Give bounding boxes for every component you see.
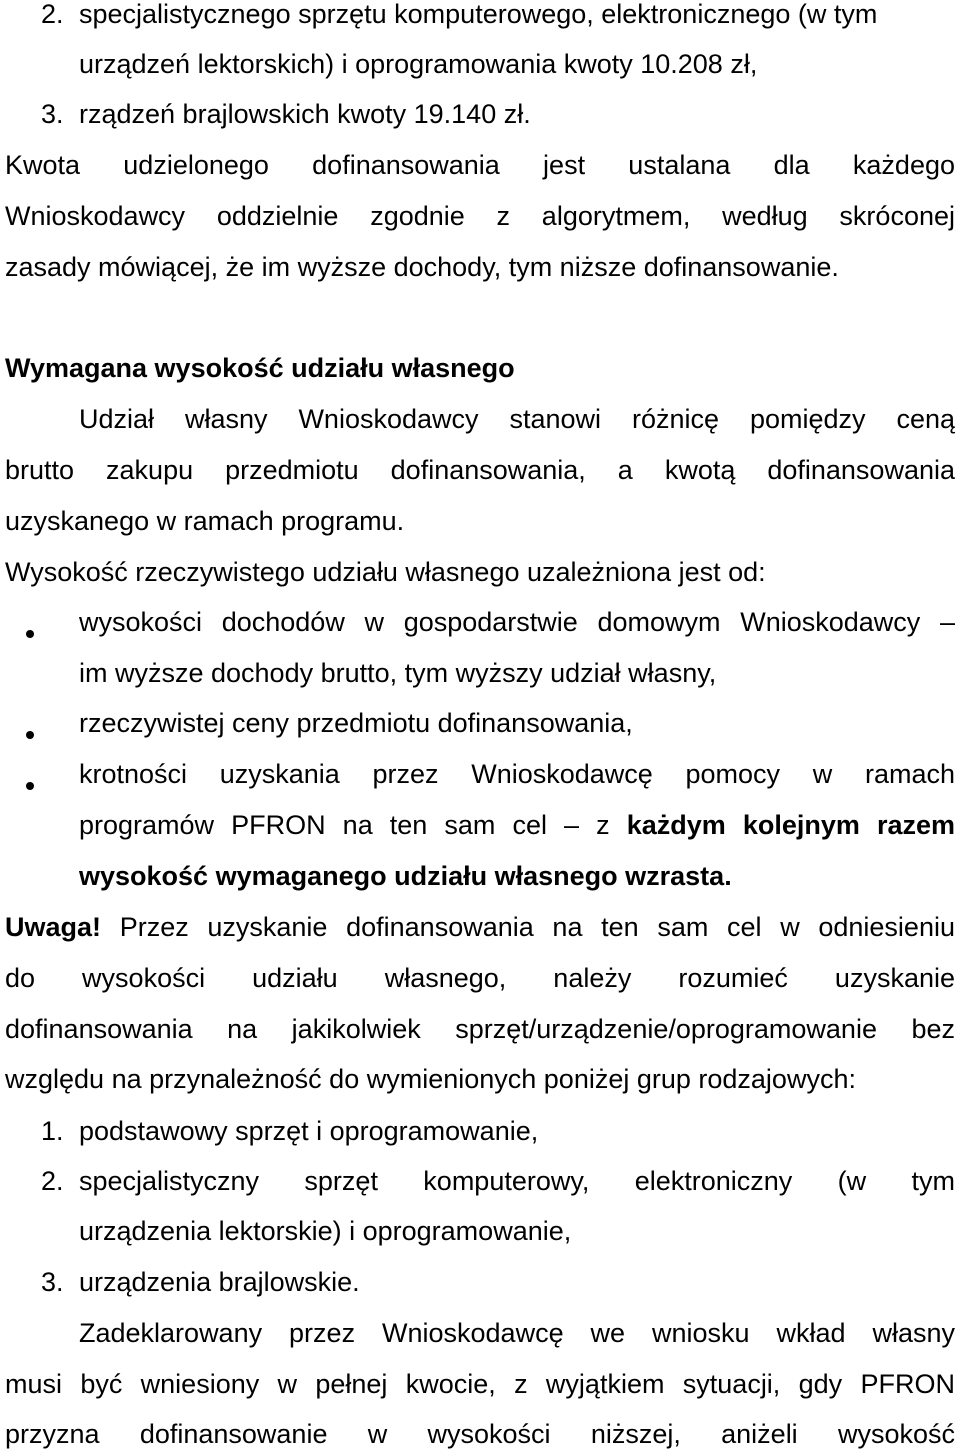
paragraph-line: Zadeklarowany przez Wnioskodawcę we wniosku wkład własny [79, 1318, 955, 1348]
list-item-line: urządzenia brajlowskie. [79, 1267, 360, 1297]
list-number: 3. [41, 99, 64, 129]
bullet-icon [26, 630, 34, 638]
paragraph-line: brutto zakupu przedmiotu dofinansowania, a kwotą dofinansowania [5, 455, 955, 485]
list-item-line: podstawowy sprzęt i oprogramowanie, [79, 1116, 539, 1146]
paragraph-line: zasady mówiącej, że im wyższe dochody, tym niższe dofinansowanie. [5, 252, 839, 282]
bullet-item-emphasis: każdym kolejnym razem [626, 810, 955, 840]
note-label: Uwaga! [5, 912, 102, 942]
list-item-line: specjalistyczny sprzęt komputerowy, elektroniczny (w tym [79, 1166, 955, 1196]
bullet-item-line: wysokości dochodów w gospodarstwie domowym Wnioskodawcy – [79, 607, 955, 637]
list-number: 3. [41, 1267, 64, 1297]
note-line: dofinansowania na jakikolwiek sprzęt/urządzenie/oprogramowanie bez [5, 1014, 955, 1044]
note-line [5, 907, 955, 947]
list-number: 1. [41, 1116, 64, 1146]
bullet-item-line: rzeczywistej ceny przedmiotu dofinansowania, [79, 708, 633, 738]
paragraph-line: Wysokość rzeczywistego udziału własnego uzależniona jest od: [5, 557, 766, 587]
bullet-item-line: krotności uzyskania przez Wnioskodawcę pomocy w ramach [79, 759, 955, 789]
note-line: względu na przynależność do wymienionych poniżej grup rodzajowych: [5, 1064, 856, 1094]
list-number: 2. [41, 1166, 64, 1196]
paragraph-line: Udział własny Wnioskodawcy stanowi różnicę pomiędzy ceną [79, 404, 955, 434]
bullet-item-line [79, 805, 955, 845]
paragraph-line: Wnioskodawcy oddzielnie zgodnie z algorytmem, według skróconej [5, 201, 955, 231]
bullet-item-text: programów PFRON na ten sam cel – z [79, 810, 610, 840]
list-item-line: specjalistycznego sprzętu komputerowego, elektronicznego (w tym [79, 0, 878, 29]
note-text: Przez uzyskanie dofinansowania na ten sam cel w odniesieniu [119, 912, 955, 942]
list-item-line: urządzeń lektorskich) i oprogramowania kwoty 10.208 zł, [79, 49, 758, 79]
paragraph-line: Kwota udzielonego dofinansowania jest ustalana dla każdego [5, 150, 955, 180]
list-number: 2. [41, 0, 64, 29]
bullet-item-line: im wyższe dochody brutto, tym wyższy udział własny, [79, 658, 717, 688]
note-line: do wysokości udziału własnego, należy rozumieć uzyskanie [5, 963, 955, 993]
paragraph-line: uzyskanego w ramach programu. [5, 506, 405, 536]
section-heading: Wymagana wysokość udziału własnego [5, 353, 515, 383]
bullet-icon [26, 731, 34, 739]
list-item-line: rządzeń brajlowskich kwoty 19.140 zł. [79, 99, 531, 129]
paragraph-line: przyzna dofinansowanie w wysokości niższej, aniżeli wysokość [5, 1419, 955, 1449]
paragraph-line: musi być wniesiony w pełnej kwocie, z wyjątkiem sytuacji, gdy PFRON [5, 1369, 955, 1399]
list-item-line: urządzenia lektorskie) i oprogramowanie, [79, 1216, 572, 1246]
bullet-icon [26, 782, 34, 790]
bullet-item-emphasis: wysokość wymaganego udziału własnego wzrasta. [79, 861, 732, 891]
